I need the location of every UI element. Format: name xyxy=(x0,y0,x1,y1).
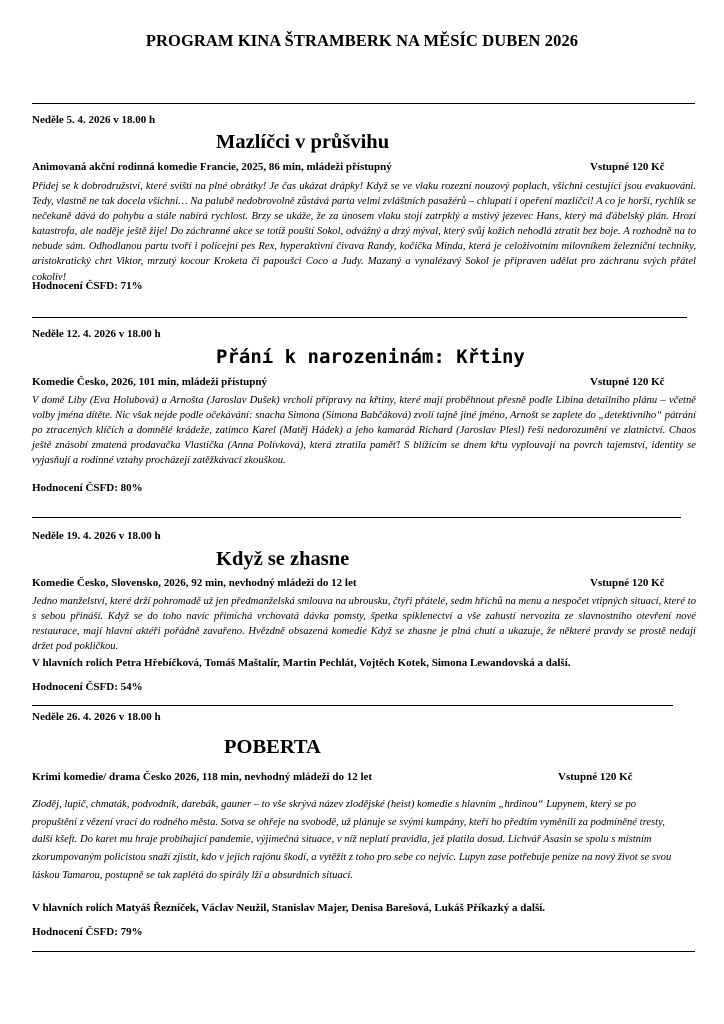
page-title: PROGRAM KINA ŠTRAMBERK NA MĚSÍC DUBEN 2026 xyxy=(145,31,579,50)
film-title: Mazlíčci v průšvihu xyxy=(216,131,390,153)
divider xyxy=(32,951,695,952)
film-description: Zloděj, lupič, chmaták, podvodník, darebák, gauner – to vše skrývá název zlodějské (heist) komedie s hlavním „hrdinou“ Lupynem, který se po propuštění z vězení vrací do rodného města. Sotva se ohřeje na svobodě, už plánuje se svými kumpány, kteří ho předtím vyměnili za podmíněné tresty, další kšeft. Do karet mu hraje probíhající pandemie, výjimečná situace, v níž neplatí pravidla, jež platila dosud. Lichvář Asasin se spolu s místním zkorumpovaným policistou snaží zjistit, kdo v jejich rajónu škodí, a vytěžit z toho pro sebe co nejvíc. Lupyn zase potřebuje peníze na nový život se svou láskou Tamarou, postupně se tak zaplétá do spirály lží a absurdních situací. xyxy=(32,799,672,881)
ticket-price: Vstupné 120 Kč xyxy=(590,161,665,173)
csfd-rating: Hodnocení ČSFD: 71% xyxy=(32,280,143,292)
film-cast: V hlavních rolích Matyáš Řezníček, Václav Neužil, Stanislav Majer, Denisa Barešová, Lukáš Příkazký a další. xyxy=(32,902,546,914)
divider xyxy=(32,103,695,104)
film-description: V domě Liby (Eva Holubová) a Arnošta (Jaroslav Dušek) vrcholí přípravy na křtiny, které mají proběhnout přesně podle Libina detailního plánu – včetně volby jména dítěte. Nic však nejde podle očekávání: snacha Simona (Simona Babčáková) zvolí tajně jiné jméno, Arnošt se zaplete do „detektivního“ pátrání po ztracených klíčích a domnělé krádeže, zatímco Karel (Matěj Hádek) a jeho kamarád Richard (Jaroslav Plesl) řeší nedorozumění ve zlatnictví. Chaos ještě znásobí zmatená prodavačka Vlastička (Anna Polívková), která ztratila paměť! S blížícím se dnem křtu vyplouvají na povrch tajemství, identity se vyjasňují a rodinné vztahy procházejí zatěžkávací zkouškou. xyxy=(32,395,696,467)
screening-date: Neděle 26. 4. 2026 v 18.00 h xyxy=(32,711,161,723)
ticket-price: Vstupné 120 Kč xyxy=(558,771,633,783)
screening-date: Neděle 12. 4. 2026 v 18.00 h xyxy=(32,328,161,340)
film-title: Když se zhasne xyxy=(216,548,350,570)
csfd-rating: Hodnocení ČSFD: 54% xyxy=(32,681,143,693)
film-description: Přidej se k dobrodružství, které sviští na plné obrátky! Je čas ukázat drápky! Když se ve vlaku rozezní nouzový poplach, všichni cestující jsou evakuováni. Tedy, vlastně ne tak docela všichni… Na palubě nedobrovolně zůstává parta velmi zvláštních pasažérů – chlupatí i opeření mazlíčci! A co je horší, rychlík se nečekaně dává do pohybu a stále nabírá rychlost. Brzy se ukáže, že za únosem vlaku stojí zatrpklý a mstivý jezevec Hans, který má ďábelský plán. Hrozí katastrofa, ale naděje ještě žije! Do záchranné akce se totiž pouští Sokol, odvážný a drzý mýval, který svůj kožich nehodlá ztratit bez boje. A rozhodně na to nebude sám. Odhodlanou partu tvoří i policejní pes Rex, hyperaktivní čivava Randy, kočička Minda, která je celoživotním milovníkem železniční techniky, aristokratický chrt Viktor, mrzutý kocour Kroketa či papoušci Coco a Judy. Mazaný a vynalézavý Sokol je připraven udělat pro záchranu svých přátel cokoliv! xyxy=(32,181,696,283)
ticket-price: Vstupné 120 Kč xyxy=(590,376,665,388)
screening-date: Neděle 5. 4. 2026 v 18.00 h xyxy=(32,114,156,126)
film-title: POBERTA xyxy=(224,736,321,758)
divider xyxy=(32,317,687,318)
film-title: Přání k narozeninám: Křtiny xyxy=(216,346,525,368)
film-meta: Animovaná akční rodinná komedie Francie, 2025, 86 min, mládeži přístupný xyxy=(32,161,392,173)
csfd-rating: Hodnocení ČSFD: 80% xyxy=(32,482,143,494)
screening-date: Neděle 19. 4. 2026 v 18.00 h xyxy=(32,530,161,542)
film-cast: V hlavních rolích Petra Hřebíčková, Tomáš Maštalír, Martin Pechlát, Vojtěch Kotek, Simona Lewandovská a další. xyxy=(32,657,571,669)
ticket-price: Vstupné 120 Kč xyxy=(590,577,665,589)
divider xyxy=(32,517,681,518)
divider xyxy=(32,705,673,706)
csfd-rating: Hodnocení ČSFD: 79% xyxy=(32,926,143,938)
film-meta: Krimi komedie/ drama Česko 2026, 118 min, nevhodný mládeži do 12 let xyxy=(32,771,373,783)
film-meta: Komedie Česko, Slovensko, 2026, 92 min, nevhodný mládeži do 12 let xyxy=(32,577,357,589)
film-description: Jedno manželství, které drží pohromadě už jen předmanželská smlouva na ubrousku, čtyři přátelé, sedm hříchů na menu a nespočet vtipných situací, které to s sebou přináší. Když se do toho navíc přimíchá vrchovatá dávka pomsty, špetka spiklenectví a vše zahustí nervozita ze slavnostního otevření nové restaurace, mají hlavní aktéři pořádně zavařeno. Hvězdně obsazená komedie Když se zhasne je plná chutí a ukazuje, že některé pravdy se prostě nedají držet pod pokličkou. xyxy=(32,596,696,653)
film-meta: Komedie Česko, 2026, 101 min, mládeži přístupný xyxy=(32,376,267,388)
